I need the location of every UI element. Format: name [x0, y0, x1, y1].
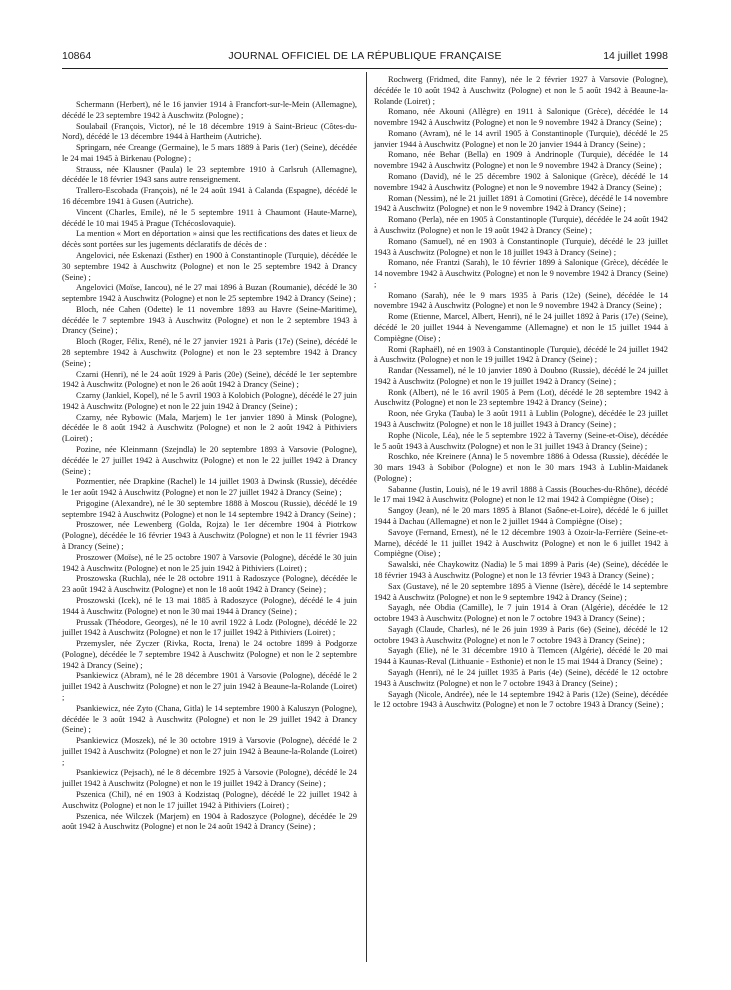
entry-paragraph: Proszowski (Icek), né le 13 mai 1885 à Radoszyce (Pologne), décédé le 4 juin 1944 à Auschwitz (Pologne) et non le 30 mai 1944 à Drancy (Seine) ;	[62, 594, 357, 616]
page-number: 10864	[62, 50, 92, 62]
entry-paragraph: Psankiewicz, née Zyto (Chana, Gitla) le 14 septembre 1900 à Kaluszyn (Pologne), décédée le 3 août 1942 à Auschwitz (Pologne) et non le 29 juillet 1942 à Drancy (Seine) ;	[62, 702, 357, 735]
entry-paragraph: Randar (Nessamel), né le 10 janvier 1890 à Doubno (Russie), décédé le 24 juillet 1942 à Auschwitz (Pologne) et non le 19 juillet 1942 à Drancy (Seine) ;	[374, 365, 668, 386]
entry-paragraph: Rome (Etienne, Marcel, Albert, Henri), né le 24 juillet 1892 à Paris (17e) (Seine), décédé le 20 juillet 1944 à Nevengamme (Allemagne) et non le 15 juillet 1944 à Compiègne (Oise) ;	[374, 311, 668, 343]
entry-paragraph: Angelovici, née Eskenazi (Esther) en 1900 à Constantinople (Turquie), décédée le 30 septembre 1942 à Auschwitz (Pologne) et non le 25 septembre 1942 à Drancy (Seine) ;	[62, 249, 357, 282]
entry-paragraph: Sabanne (Justin, Louis), né le 19 avril 1888 à Cassis (Bouches-du-Rhône), décédé le 17 mai 1942 à Auschwitz (Pologne) et non le 12 mai 1942 à Compiègne (Oise) ;	[374, 483, 668, 505]
entry-paragraph: Sangoy (Jean), né le 20 mars 1895 à Blanot (Saône-et-Loire), décédé le 6 juillet 1944 à Dachau (Allemagne) et non le 2 juillet 1944 à Compiègne (Oise) ;	[374, 505, 668, 527]
header-rule	[62, 68, 668, 69]
entry-paragraph: Trallero-Escobada (François), né le 24 août 1941 à Calanda (Espagne), décédé le 16 décembre 1941 à Gusen (Autriche).	[62, 185, 357, 207]
entry-paragraph: Proszowska (Ruchla), née le 28 octobre 1911 à Radoszyce (Pologne), décédée le 23 août 1942 à Auschwitz (Pologne) et non le 18 août 1942 à Drancy (Seine) ;	[62, 573, 357, 595]
right-column	[374, 74, 668, 710]
entry-paragraph: Sayagh (Nicole, Andrée), née le 14 septembre 1942 à Paris (12e) (Seine), décédée le 12 octobre 1943 à Auschwitz (Pologne) et non le 7 octobre 1943 à Drancy (Seine) ;	[374, 688, 668, 710]
entry-paragraph: Sax (Gustave), né le 20 septembre 1895 à Vienne (Isère), décédé le 14 septembre 1942 à Auschwitz (Pologne) et non le 9 septembre 1942 à Drancy (Seine) ;	[374, 580, 668, 602]
entry-paragraph: Prigogine (Alexandre), né le 30 septembre 1888 à Moscou (Russie), décédé le 19 septembre 1942 à Auschwitz (Pologne) et non le 14 septembre 1942 à Drancy (Seine) ;	[62, 497, 357, 519]
entry-paragraph: Roon, née Gryka (Tauba) le 3 août 1911 à Lublin (Pologne), décédée le 23 juillet 1943 à Auschwitz (Pologne) et non le 18 juillet 1943 à Drancy (Seine) ;	[374, 408, 668, 429]
entry-paragraph: Proszower, née Lewenberg (Golda, Rojza) le 1er décembre 1904 à Piotrkow (Pologne), décédée le 16 février 1943 à Auschwitz (Pologne) et non le 11 février 1943 à Drancy (Seine) ;	[62, 519, 357, 552]
entry-paragraph: Soulabail (François, Victor), né le 18 décembre 1919 à Saint-Brieuc (Côtes-du-Nord), décédé le 13 décembre 1944 à Hartheim (Autriche).	[62, 120, 357, 142]
entry-paragraph: Bloch (Roger, Félix, René), né le 27 janvier 1921 à Paris (17e) (Seine), décédé le 28 septembre 1942 à Auschwitz (Pologne) et non le 23 septembre 1942 à Drancy (Seine) ;	[62, 336, 357, 368]
entry-paragraph: Czarny, née Rybowic (Mala, Marjem) le 1er janvier 1890 à Minsk (Pologne), décédée le 8 août 1942 à Auschwitz (Pologne) et non le 2 août 1942 à Pithiviers (Loiret) ;	[62, 411, 357, 444]
entry-paragraph: Psankiewicz (Abram), né le 28 décembre 1901 à Varsovie (Pologne), décédé le 2 juillet 1942 à Auschwitz (Pologne) et non le 27 juin 1942 à Beaune-la-Rolande (Loiret) ;	[62, 670, 358, 702]
entry-paragraph: Przemysler, née Zyczer (Rivka, Rocta, Irena) le 24 octobre 1899 à Podgorze (Pologne), décédée le 7 septembre 1942 à Auschwitz (Pologne) et non le 2 septembre 1942 à Drancy (Seine) ;	[62, 638, 357, 670]
entry-paragraph: Sayagh (Henri), né le 24 juillet 1935 à Paris (4e) (Seine), décédé le 12 octobre 1943 à Auschwitz (Pologne) et non le 7 octobre 1943 à Drancy (Seine) ;	[374, 666, 668, 688]
entry-paragraph: Sayagh, née Obdia (Camille), le 7 juin 1914 à Oran (Algérie), décédée le 12 octobre 1943 à Auschwitz (Pologne) et non le 7 octobre 1943 à Drancy (Seine) ;	[374, 602, 668, 624]
entry-paragraph: Romano (Avram), né le 14 avril 1905 à Constantinople (Turquie), décédé le 25 janvier 1944 à Auschwitz (Pologne) et non le 20 janvier 1944 à Drancy (Seine) ;	[374, 127, 668, 149]
entry-paragraph: Savoye (Fernand, Ernest), né le 12 décembre 1903 à Ozoir-la-Ferrière (Seine-et-Marne), décédé le 11 juillet 1942 à Auschwitz (Pologne) et non le 6 juillet 1942 à Compiègne (Oise) ;	[374, 526, 668, 559]
entry-paragraph: Sayagh (Elie), né le 31 décembre 1910 à Tlemcen (Algérie), décédé le 20 mai 1944 à Kaunas-Reval (Lithuanie - Esthonie) et non le 15 mai 1944 à Drancy (Seine) ;	[374, 645, 668, 667]
entry-paragraph: Psankiewicz (Pejsach), né le 8 décembre 1925 à Varsovie (Pologne), décédé le 24 juillet 1942 à Auschwitz (Pologne) et non le 19 juillet 1942 à Drancy (Seine) ;	[62, 767, 357, 789]
entry-paragraph: Proszower (Moïse), né le 25 octobre 1907 à Varsovie (Pologne), décédé le 30 juin 1942 à Auschwitz (Pologne) et non le 25 juin 1942 à Pithiviers (Loiret) ;	[62, 551, 357, 573]
entry-paragraph: Czarni (Henri), né le 24 août 1929 à Paris (20e) (Seine), décédé le 1er septembre 1942 à Auschwitz (Pologne) et non le 26 août 1942 à Drancy (Seine) ;	[62, 368, 357, 390]
entry-paragraph: Strauss, née Klausner (Paula) le 23 septembre 1910 à Carlsruh (Allemagne), décédée le 18 février 1943 sans autre renseignement.	[62, 163, 357, 185]
entry-paragraph: Bloch, née Cahen (Odette) le 11 novembre 1893 au Havre (Seine-Maritime), décédée le 7 septembre 1943 à Auschwitz (Pologne) et non le 2 septembre 1943 à Drancy (Seine) ;	[62, 303, 357, 336]
column-divider	[366, 72, 367, 962]
entry-paragraph: Romano (David), né le 25 décembre 1902 à Salonique (Grèce), décédé le 14 novembre 1942 à Auschwitz (Pologne) et non le 9 novembre 1942 à Drancy (Seine) ;	[374, 171, 668, 192]
entry-paragraph: Vincent (Charles, Emile), né le 5 septembre 1911 à Chaumont (Haute-Marne), décédé le 10 mai 1945 à Prague (Tchécoslovaquie).	[62, 206, 357, 228]
entry-paragraph: Roman (Nessim), né le 21 juillet 1891 à Comotini (Grèce), décédé le 14 novembre 1942 à Auschwitz (Pologne) et non le 9 novembre 1942 à Drancy (Seine) ;	[374, 192, 668, 214]
entry-paragraph: La mention « Mort en déportation » ainsi que les rectifications des dates et lieux de décès sont portées sur les jugements déclaratifs de décès de :	[62, 228, 357, 250]
left-column	[62, 99, 357, 832]
entry-paragraph: Romi (Raphaël), né en 1903 à Constantinople (Turquie), décédé le 24 juillet 1942 à Auschwitz (Pologne) et non le 19 juillet 1942 à Drancy (Seine) ;	[374, 343, 668, 365]
entry-paragraph: Sayagh (Claude, Charles), né le 26 juin 1939 à Paris (6e) (Seine), décédé le 12 octobre 1943 à Auschwitz (Pologne) et non le 7 octobre 1943 à Drancy (Seine) ;	[374, 623, 668, 645]
entry-paragraph: Sawalski, née Chaykowitz (Nadia) le 5 mai 1899 à Paris (4e) (Seine), décédée le 18 février 1943 à Auschwitz (Pologne) et non le 13 février 1943 à Drancy (Seine) ;	[374, 559, 668, 580]
journal-title: JOURNAL OFFICIEL DE LA RÉPUBLIQUE FRANÇAISE	[228, 50, 502, 62]
publication-date: 14 juillet 1998	[603, 50, 668, 62]
entry-paragraph: Psankiewicz (Moszek), né le 30 octobre 1919 à Varsovie (Pologne), décédé le 2 juillet 1942 à Auschwitz (Pologne) et non le 27 juin 1942 à Beaune-la-Rolande (Loiret) ;	[62, 735, 358, 767]
entry-paragraph: Springarn, née Creange (Germaine), le 5 mars 1889 à Paris (1er) (Seine), décédée le 24 mai 1945 à Birkenau (Pologne) ;	[62, 142, 357, 163]
entry-paragraph: Rochwerg (Fridmed, dite Fanny), née le 2 février 1927 à Varsovie (Pologne), décédée le 10 août 1942 à Auschwitz (Pologne) et non le 5 août 1942 à Beaune-la-Rolande (Loiret) ;	[374, 74, 668, 106]
entry-paragraph: Pszenica (Chil), né en 1903 à Kodzistaq (Pologne), décédé le 22 juillet 1942 à Auschwitz (Pologne) et non le 17 juillet 1942 à Pithiviers (Loiret) ;	[62, 789, 357, 810]
entry-paragraph: Rophe (Nicole, Léa), née le 5 septembre 1922 à Taverny (Seine-et-Oise), décédée le 5 août 1943 à Auschwitz (Pologne) et non le 31 juillet 1943 à Drancy (Seine) ;	[374, 429, 668, 451]
entry-paragraph: Prussak (Théodore, Georges), né le 10 avril 1922 à Lodz (Pologne), décédé le 22 juillet 1942 à Auschwitz (Pologne) et non le 17 juillet 1942 à Pithiviers (Loiret) ;	[62, 616, 357, 638]
entry-paragraph: Romano, née Akouni (Allègre) en 1911 à Salonique (Grèce), décédée le 14 novembre 1942 à Auschwitz (Pologne) et non le 9 novembre 1942 à Drancy (Seine) ;	[374, 106, 668, 128]
entry-paragraph: Schermann (Herbert), né le 16 janvier 1914 à Francfort-sur-le-Mein (Allemagne), décédé le 23 septembre 1942 à Auschwitz (Pologne) ;	[62, 99, 357, 120]
entry-paragraph: Angelovici (Moïse, Iancou), né le 27 mai 1896 à Buzan (Roumanie), décédé le 30 septembre 1942 à Auschwitz (Pologne) et non le 25 septembre 1942 à Drancy (Seine) ;	[62, 282, 357, 304]
entry-paragraph: Ronk (Albert), né le 16 avril 1905 à Pern (Lot), décédé le 28 septembre 1942 à Auschwitz (Pologne) et non le 23 septembre 1942 à Drancy (Seine) ;	[374, 386, 668, 408]
entry-paragraph: Czarny (Jankiel, Kopel), né le 5 avril 1903 à Kolobich (Pologne), décédé le 27 juin 1942 à Auschwitz (Pologne) et non le 22 juin 1942 à Drancy (Seine) ;	[62, 390, 357, 411]
page-header	[62, 50, 668, 66]
entry-paragraph: Romano, née Frantzi (Sarah), le 10 février 1899 à Salonique (Grèce), décédée le 14 novembre 1942 à Auschwitz (Pologne) et non le 9 novembre 1942 à Drancy (Seine) ;	[374, 257, 668, 289]
entry-paragraph: Pszenica, née Wilczek (Marjem) en 1904 à Radoszyce (Pologne), décédée le 29 août 1942 à Auschwitz (Pologne) et non le 24 août 1942 à Drancy (Seine) ;	[62, 810, 357, 832]
entry-paragraph: Pozmentier, née Drapkine (Rachel) le 14 juillet 1903 à Dwinsk (Russie), décédée le 1er août 1942 à Auschwitz (Pologne) et non le 27 juillet 1942 à Drancy (Seine) ;	[62, 476, 357, 498]
entry-paragraph: Romano, née Behar (Bella) en 1909 à Andrinople (Turquie), décédée le 14 novembre 1942 à Auschwitz (Pologne) et non le 9 novembre 1942 à Drancy (Seine) ;	[374, 149, 668, 171]
entry-paragraph: Romano (Perla), née en 1905 à Constantinople (Turquie), décédée le 24 août 1942 à Auschwitz (Pologne) et non le 19 août 1942 à Drancy (Seine) ;	[374, 214, 668, 235]
entry-paragraph: Romano (Sarah), née le 9 mars 1935 à Paris (12e) (Seine), décédée le 14 novembre 1942 à Auschwitz (Pologne) et non le 9 novembre 1942 à Drancy (Seine) ;	[374, 289, 668, 311]
entry-paragraph: Romano (Samuel), né en 1903 à Constantinople (Turquie), décédé le 23 juillet 1943 à Auschwitz (Pologne) et non le 18 juillet 1943 à Drancy (Seine) ;	[374, 235, 668, 257]
entry-paragraph: Roschko, née Kreinere (Anna) le 5 novembre 1886 à Odessa (Russie), décédée le 30 mars 1943 à Sobibor (Pologne) et non le 30 mars 1943 à Lublin-Maidanek (Pologne) ;	[374, 451, 668, 483]
entry-paragraph: Pozine, née Kleinmann (Szejndla) le 20 septembre 1893 à Varsovie (Pologne), décédée le 27 juillet 1942 à Auschwitz (Pologne) et non le 22 juillet 1942 à Drancy (Seine) ;	[62, 444, 357, 476]
